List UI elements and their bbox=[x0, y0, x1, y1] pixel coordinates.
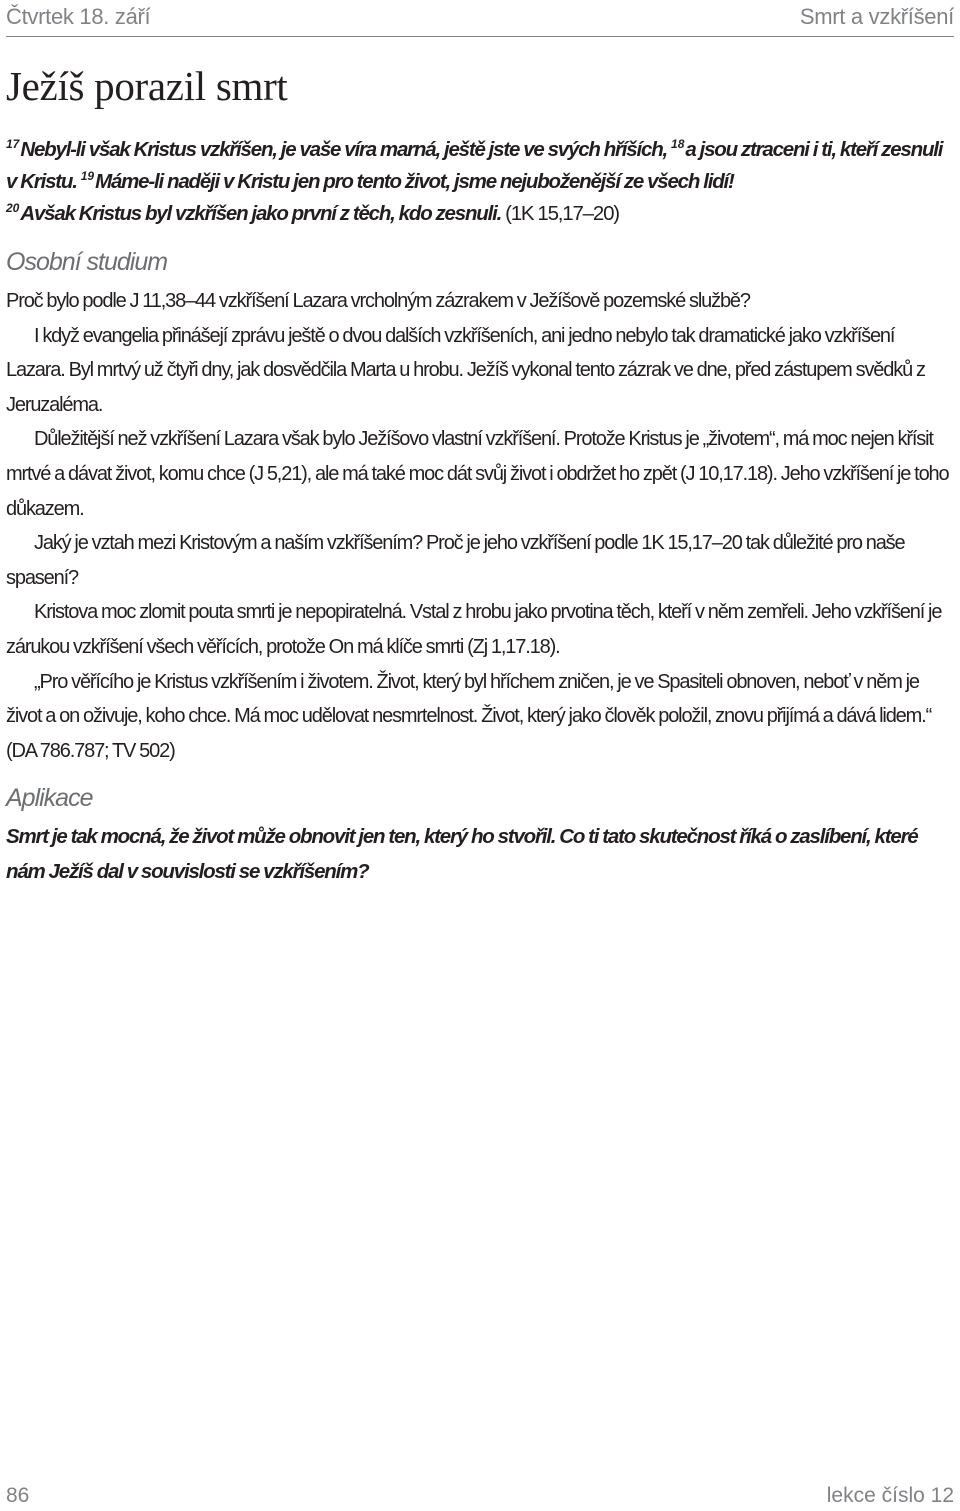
header-lesson-theme: Smrt a vzkříšení bbox=[799, 4, 954, 29]
scripture-reference: (1K 15,17–20) bbox=[501, 202, 619, 225]
page-title: Ježíš porazil smrt bbox=[6, 63, 288, 109]
application-text: Smrt je tak mocná, že život může obnovit jen ten, který ho stvořil. Co ti tato skutečnost říká o zaslíbení, které nám Ježíš dal v souvislosti se vzkříšením? bbox=[6, 825, 918, 883]
lesson-number: lekce číslo 12 bbox=[826, 1484, 954, 1507]
study-paragraph-2: Důležitější než vzkříšení Lazara však bylo Ježíšovo vlastní vzkříšení. Protože Kristus je „životem“, má moc nejen křísit mrtvé a dávat život, komu chce (J 5,21), ale má také moc dát svůj život i obdržet ho zpět (J 10,17.18). Jeho vzkříšení je toho důkazem. bbox=[6, 428, 949, 520]
verse-text-20: Avšak Kristus byl vzkříšen jako první z těch, kdo zesnuli. bbox=[20, 202, 502, 225]
verse-number-20: 20 bbox=[6, 201, 20, 215]
running-head bbox=[6, 2, 954, 37]
scripture-passage bbox=[6, 134, 954, 230]
verse-text-18: a jsou ztraceni i ti, kteří zesnuli v Kristu. bbox=[6, 138, 943, 193]
study-heading: Osobní studium bbox=[6, 248, 168, 276]
verse-number-18: 18 bbox=[671, 137, 685, 151]
page-footer bbox=[6, 1483, 954, 1509]
study-quote: „Pro věřícího je Kristus vzkříšením i životem. Život, který byl hříchem zničen, je ve Spasiteli obnoven, neboť v něm je život a on oživuje, koho chce. Má moc udělovat nesmrtelnost. Život, který jako člověk položil, znovu přijímá a dává lidem.“ (DA 786.787; TV 502) bbox=[6, 670, 932, 762]
header-date: Čtvrtek 18. září bbox=[6, 4, 151, 29]
content-column bbox=[6, 134, 954, 890]
page-number: 86 bbox=[6, 1484, 30, 1507]
verse-text-19: Máme-li naději v Kristu jen pro tento život, jsme nejuboženější ze všech lidí! bbox=[95, 170, 734, 193]
study-paragraph-1: I když evangelia přinášejí zprávu ještě o dvou dalších vzkříšeních, ani jedno nebylo tak dramatické jako vzkříšení Lazara. Byl mrtvý už čtyři dny, jak dosvědčila Marta u hrobu. Ježíš vykonal tento zázrak ve dne, před zástupem svědků z Jeruzaléma. bbox=[6, 324, 925, 416]
study-question-1: Proč bylo podle J 11,38–44 vzkříšení Lazara vrcholným zázrakem v Ježíšově pozemské službě? bbox=[6, 290, 750, 312]
study-paragraph-3: Kristova moc zlomit pouta smrti je nepopiratelná. Vstal z hrobu jako prvotina těch, kteří v něm zemřeli. Jeho vzkříšení je zárukou vzkříšení všech věřících, protože On má klíče smrti (Zj 1,17.18). bbox=[6, 601, 942, 658]
verse-number-17: 17 bbox=[6, 137, 20, 151]
study-question-2: Jaký je vztah mezi Kristovým a naším vzkříšením? Proč je jeho vzkříšení podle 1K 15,17–20 tak důležité pro naše spasení? bbox=[6, 532, 905, 589]
verse-text-17: Nebyl-li však Kristus vzkříšen, je vaše víra marná, ještě jste ve svých hříších, bbox=[20, 138, 672, 161]
application-heading: Aplikace bbox=[6, 784, 93, 813]
verse-number-19: 19 bbox=[80, 169, 95, 183]
